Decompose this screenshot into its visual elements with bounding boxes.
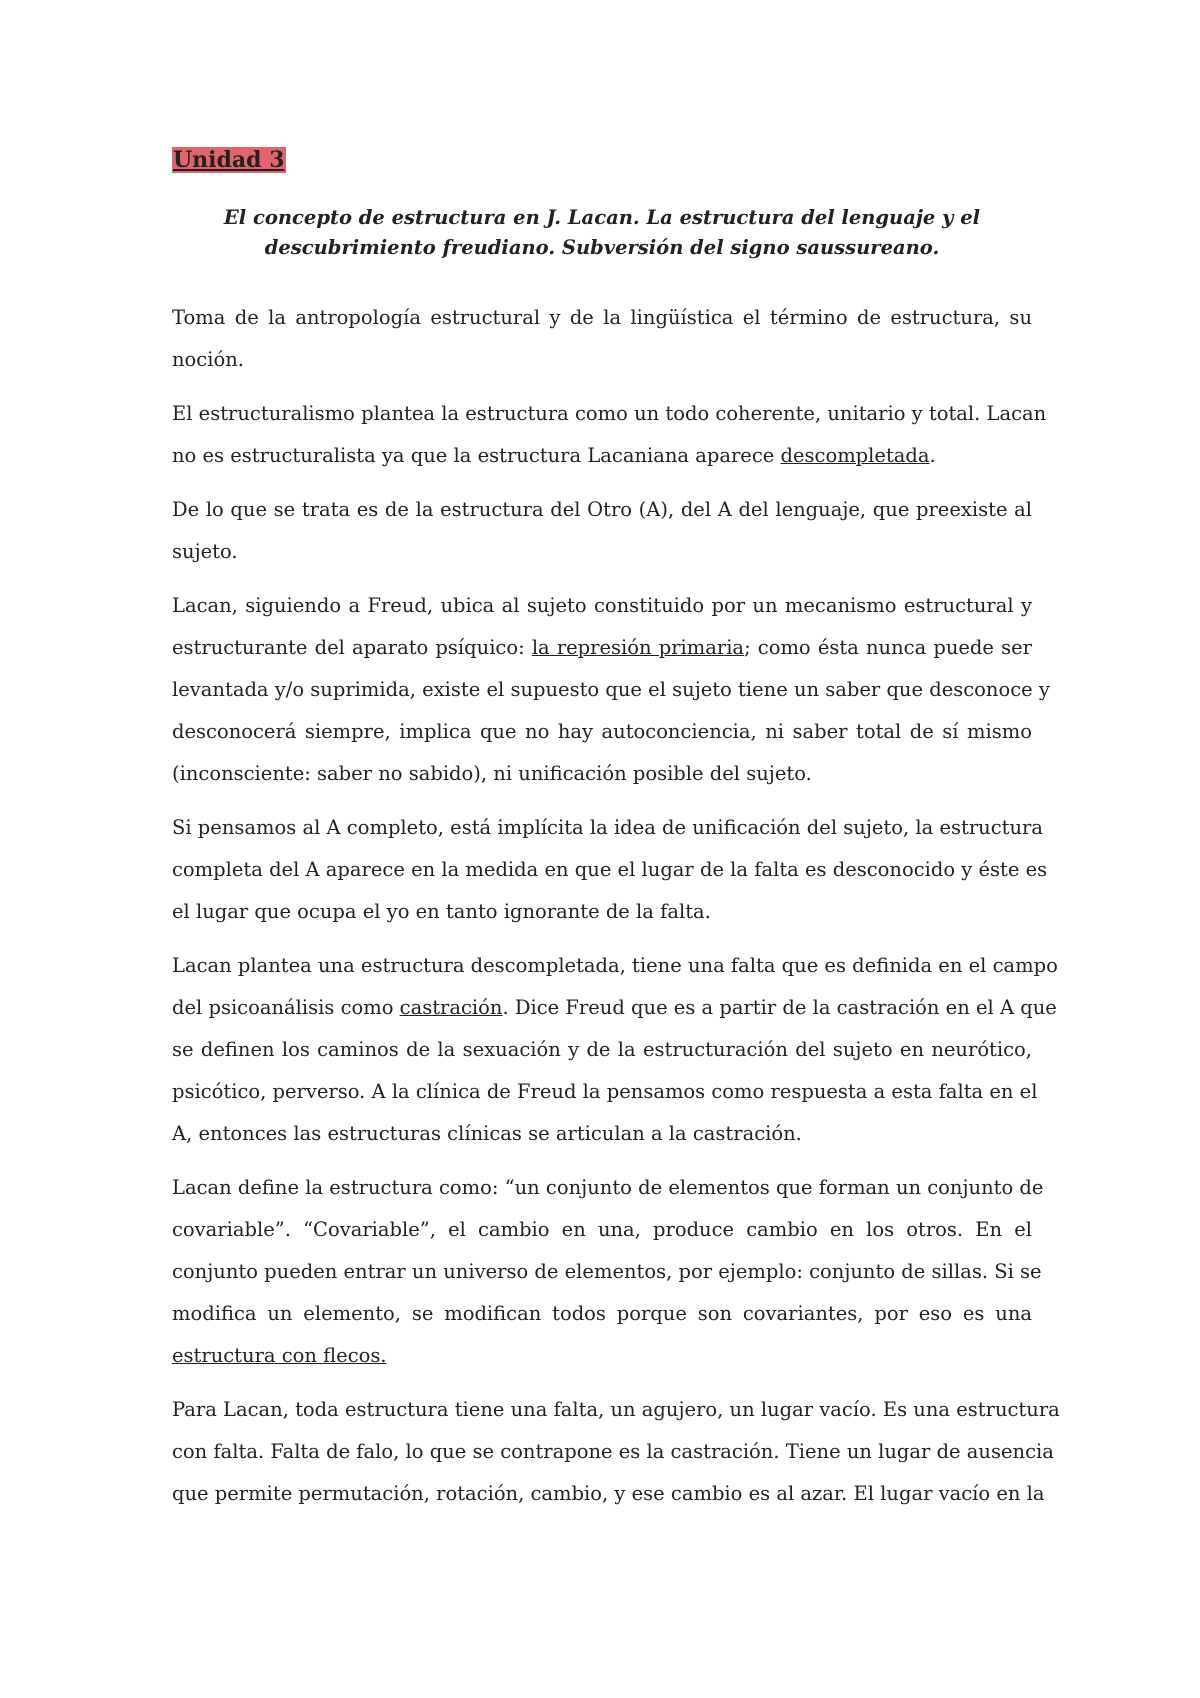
paragraph-line: modifica un elemento, se modifican todos porque son covariantes, por eso es una <box>172 1302 1032 1325</box>
paragraph-line: sujeto. <box>172 540 238 563</box>
paragraph-line <box>172 435 1032 477</box>
subtitle-line-2: descubrimiento freudiano. Subversión del signo saussureano. <box>264 236 940 259</box>
text-run: ; como ésta nunca puede ser <box>744 636 1032 659</box>
paragraph-8 <box>172 1389 1060 1515</box>
paragraph-2 <box>172 393 1047 477</box>
paragraph-7 <box>172 1167 1044 1377</box>
paragraph-line: covariable”. “Covariable”, el cambio en una, produce cambio en los otros. En el <box>172 1218 1032 1241</box>
paragraph-line: Lacan plantea una estructura descompletada, tiene una falta que es definida en el campo <box>172 954 1058 977</box>
paragraph-line: Para Lacan, toda estructura tiene una falta, un agujero, un lugar vacío. Es una estructura <box>172 1398 1060 1421</box>
paragraph-line: A, entonces las estructuras clínicas se articulan a la castración. <box>172 1122 802 1145</box>
paragraph-line: Lacan, siguiendo a Freud, ubica al sujeto constituido por un mecanismo estructural y <box>172 594 1032 617</box>
subtitle-line-1: El concepto de estructura en J. Lacan. La estructura del lenguaje y el <box>223 206 981 229</box>
paragraph-line: se definen los caminos de la sexuación y de la estructuración del sujeto en neurótico, <box>172 1038 1032 1061</box>
paragraph-3 <box>172 489 1032 573</box>
paragraph-line: el lugar que ocupa el yo en tanto ignorante de la falta. <box>172 900 711 923</box>
text-run: estructurante del aparato psíquico: <box>172 636 532 659</box>
underlined-term: descompletada <box>780 444 930 467</box>
paragraph-line: con falta. Falta de falo, lo que se contrapone es la castración. Tiene un lugar de ausencia <box>172 1440 1054 1463</box>
paragraph-line: Toma de la antropología estructural y de la lingüística el término de estructura, su <box>172 306 1032 329</box>
paragraph-line <box>172 627 1032 669</box>
underlined-term: la represión primaria <box>531 636 745 659</box>
paragraph-line: conjunto pueden entrar un universo de elementos, por ejemplo: conjunto de sillas. Si se <box>172 1260 1042 1283</box>
underlined-term: estructura con flecos. <box>172 1344 387 1367</box>
paragraph-1 <box>172 297 1032 381</box>
paragraph-line: que permite permutación, rotación, cambio, y ese cambio es al azar. El lugar vacío en la <box>172 1482 1045 1505</box>
unit-heading <box>172 146 286 174</box>
paragraph-line: noción. <box>172 348 244 371</box>
text-run: . <box>929 444 936 467</box>
paragraph-line: Si pensamos al A completo, está implícita la idea de unificación del sujeto, la estructura <box>172 816 1043 839</box>
document-subtitle <box>172 203 1032 263</box>
paragraph-line: El estructuralismo plantea la estructura como un todo coherente, unitario y total. Lacan <box>172 402 1047 425</box>
paragraph-line: (inconsciente: saber no sabido), ni unificación posible del sujeto. <box>172 762 812 785</box>
text-run: no es estructuralista ya que la estructura Lacaniana aparece <box>172 444 781 467</box>
paragraph-line: desconocerá siempre, implica que no hay autoconciencia, ni saber total de sí mismo <box>172 720 1032 743</box>
paragraph-line: Lacan define la estructura como: “un conjunto de elementos que forman un conjunto de <box>172 1176 1044 1199</box>
paragraph-4 <box>172 585 1050 795</box>
paragraph-6 <box>172 945 1058 1155</box>
paragraph-line: De lo que se trata es de la estructura del Otro (A), del A del lenguaje, que preexiste al <box>172 498 1032 521</box>
paragraph-line <box>172 987 1057 1029</box>
unit-heading-text: Unidad 3 <box>173 147 285 173</box>
text-run: del psicoanálisis como <box>172 996 400 1019</box>
underlined-term: castración <box>399 996 503 1019</box>
paragraph-5 <box>172 807 1048 933</box>
paragraph-line: completa del A aparece en la medida en que el lugar de la falta es desconocido y éste es <box>172 858 1048 881</box>
document-body <box>172 297 1060 1527</box>
paragraph-line: psicótico, perverso. A la clínica de Freud la pensamos como respuesta a esta falta en el <box>172 1080 1038 1103</box>
text-run: . Dice Freud que es a partir de la castración en el A que <box>502 996 1057 1019</box>
paragraph-line: levantada y/o suprimida, existe el supuesto que el sujeto tiene un saber que desconoce y <box>172 678 1050 701</box>
